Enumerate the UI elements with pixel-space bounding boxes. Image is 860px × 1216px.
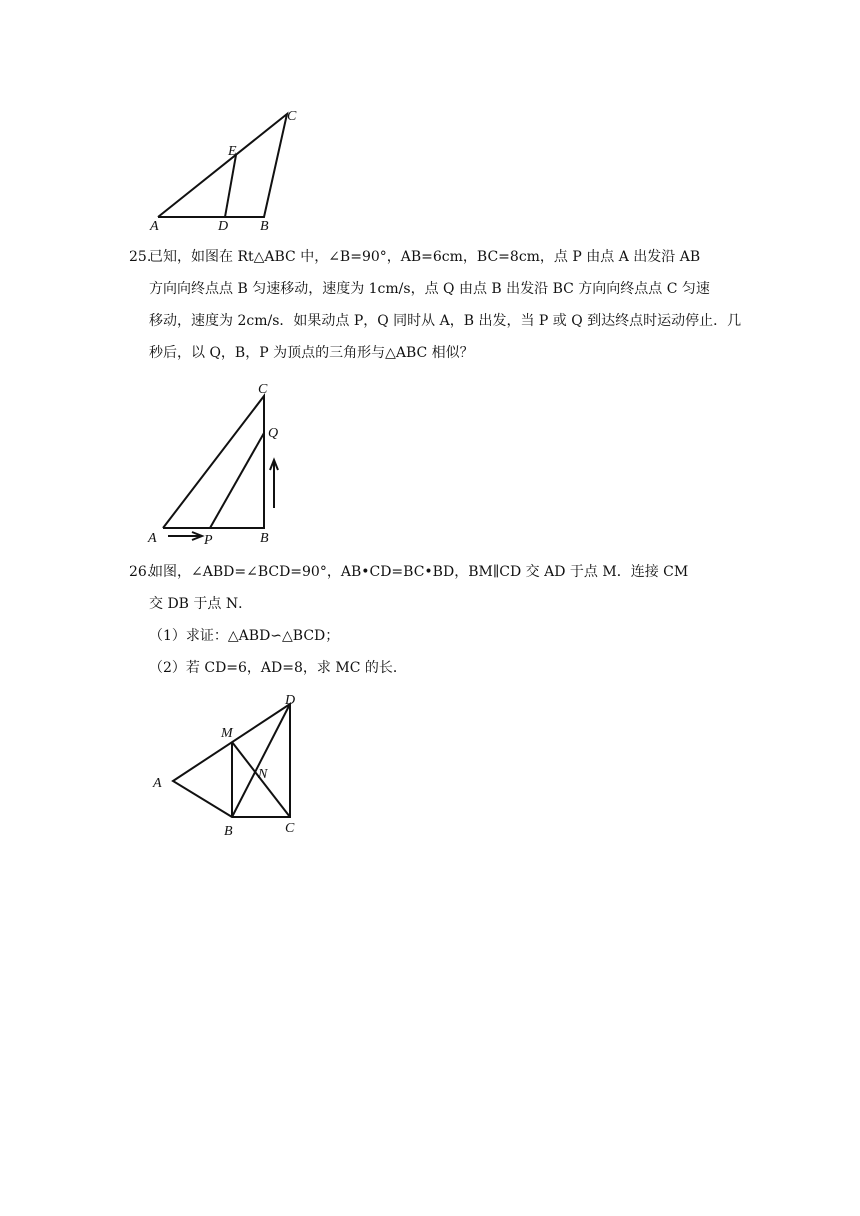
label-c: C — [287, 109, 297, 124]
figure-quadrilateral-abcd — [145, 692, 320, 842]
label-q: Q — [268, 426, 279, 441]
question-part-1: （1）求证：△ABD∽△BCD； — [149, 628, 340, 644]
label-e: E — [228, 144, 237, 159]
question-number: 26. — [129, 564, 152, 580]
question-number: 25. — [129, 249, 152, 265]
question-26 — [129, 556, 749, 684]
segment-bd — [232, 704, 290, 817]
label-p: P — [204, 533, 213, 548]
label-b: B — [224, 824, 233, 839]
label-a: A — [148, 531, 157, 546]
question-line: 移动，速度为 2cm/s．如果动点 P，Q 同时从 A，B 出发，当 P 或 Q 到达终点时运动停止．几 — [149, 313, 742, 329]
question-line: 方向向终点点 B 匀速移动，速度为 1cm/s，点 Q 由点 B 出发沿 BC 方向向终点点 C 匀速 — [149, 281, 710, 297]
label-d: D — [285, 693, 296, 708]
question-line: 秒后，以 Q，B，P 为顶点的三角形与△ABC 相似？ — [149, 345, 474, 361]
figure-triangle-ade — [140, 100, 310, 235]
label-b: B — [260, 219, 269, 234]
segment-de — [225, 155, 236, 217]
label-a: A — [150, 219, 159, 234]
label-d: D — [218, 219, 229, 234]
question-line: 交 DB 于点 N． — [149, 596, 253, 612]
label-n: N — [258, 767, 268, 782]
question-part-2: （2）若 CD=6，AD=8，求 MC 的长． — [149, 660, 407, 676]
triangle-outline — [158, 114, 287, 217]
segment-pq — [210, 433, 264, 528]
label-b: B — [260, 531, 269, 546]
label-m: M — [221, 726, 233, 741]
triangle-outline — [163, 396, 264, 528]
question-25 — [129, 241, 749, 369]
label-c: C — [258, 382, 268, 397]
question-line: 如图，∠ABD=∠BCD=90°，AB•CD=BC•BD，BM∥CD 交 AD 于点 M．连接 CM — [149, 564, 689, 580]
figure-right-triangle-abc — [140, 380, 290, 548]
question-line: 已知，如图在 Rt△ABC 中，∠B=90°，AB=6cm，BC=8cm，点 P 由点 A 出发沿 AB — [149, 249, 701, 265]
label-a: A — [153, 776, 162, 791]
label-c: C — [285, 821, 295, 836]
